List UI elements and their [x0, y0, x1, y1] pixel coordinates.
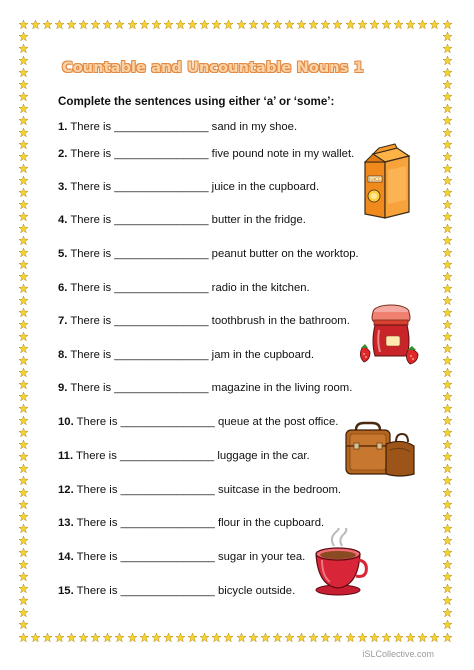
carton-label: JUICE	[369, 178, 381, 183]
star-icon	[443, 584, 452, 593]
star-icon	[19, 584, 28, 593]
star-icon	[443, 248, 452, 257]
star-icon	[164, 633, 173, 642]
sentence-number: 2.	[58, 148, 68, 160]
star-icon	[19, 392, 28, 401]
sentence-number: 10.	[58, 416, 74, 428]
star-icon	[443, 608, 452, 617]
star-icon	[443, 68, 452, 77]
star-icon	[443, 116, 452, 125]
star-icon	[212, 20, 221, 29]
star-icon	[19, 128, 28, 137]
star-icon	[358, 633, 367, 642]
star-icon	[152, 633, 161, 642]
star-icon	[370, 20, 379, 29]
star-icon	[358, 20, 367, 29]
sentence-1	[58, 121, 297, 133]
sentence-text: There is _______________ juice in the cupboard.	[70, 181, 320, 193]
star-icon	[19, 104, 28, 113]
star-icon	[19, 20, 28, 29]
star-icon	[43, 633, 52, 642]
star-icon	[237, 20, 246, 29]
star-icon	[115, 633, 124, 642]
sentence-number: 12.	[58, 484, 74, 496]
star-icon	[19, 440, 28, 449]
jam-jar-image	[356, 300, 422, 366]
sentence-number: 3.	[58, 181, 68, 193]
star-icon	[443, 536, 452, 545]
star-icon	[19, 608, 28, 617]
star-icon	[176, 20, 185, 29]
star-icon	[370, 633, 379, 642]
star-icon	[79, 633, 88, 642]
star-icon	[394, 633, 403, 642]
star-icon	[19, 320, 28, 329]
star-icon	[19, 548, 28, 557]
star-icon	[443, 92, 452, 101]
sentence-number: 9.	[58, 382, 68, 394]
sentence-12	[58, 484, 341, 496]
star-icon	[249, 20, 258, 29]
star-icon	[418, 20, 427, 29]
star-icon	[346, 20, 355, 29]
star-icon	[19, 224, 28, 233]
star-icon	[443, 164, 452, 173]
star-icon	[443, 212, 452, 221]
sentence-text: There is _______________ radio in the kitchen.	[70, 282, 310, 294]
sentence-number: 6.	[58, 282, 68, 294]
star-icon	[443, 512, 452, 521]
star-icon	[443, 452, 452, 461]
star-icon	[443, 320, 452, 329]
star-icon	[19, 212, 28, 221]
sentence-number: 7.	[58, 315, 68, 327]
star-icon	[19, 140, 28, 149]
star-icon	[418, 633, 427, 642]
star-icon	[443, 224, 452, 233]
star-icon	[443, 464, 452, 473]
star-icon	[394, 20, 403, 29]
star-icon	[443, 260, 452, 269]
star-icon	[430, 633, 439, 642]
star-icon	[309, 20, 318, 29]
star-icon	[443, 416, 452, 425]
star-icon	[103, 633, 112, 642]
star-icon	[19, 260, 28, 269]
star-icon	[443, 152, 452, 161]
sentence-text: There is _______________ queue at the post office.	[76, 416, 339, 428]
star-icon	[443, 344, 452, 353]
star-icon	[19, 404, 28, 413]
star-icon	[273, 20, 282, 29]
star-icon	[19, 428, 28, 437]
star-icon	[140, 20, 149, 29]
star-icon	[443, 56, 452, 65]
tea-cup-image	[310, 528, 368, 598]
star-icon	[19, 344, 28, 353]
star-icon	[19, 560, 28, 569]
star-icon	[212, 633, 221, 642]
star-icon	[333, 633, 342, 642]
star-icon	[128, 20, 137, 29]
star-icon	[19, 56, 28, 65]
sentence-7	[58, 315, 350, 327]
sentence-3	[58, 181, 319, 193]
star-icon	[19, 633, 28, 642]
star-icon	[430, 20, 439, 29]
star-icon	[346, 633, 355, 642]
star-icon	[443, 128, 452, 137]
star-icon	[443, 332, 452, 341]
star-icon	[19, 80, 28, 89]
star-icon	[19, 116, 28, 125]
star-icon	[31, 633, 40, 642]
sentence-text: There is _______________ sand in my shoe.	[70, 121, 298, 133]
star-icon	[443, 32, 452, 41]
star-icon	[261, 633, 270, 642]
star-icon	[19, 536, 28, 545]
sentence-number: 15.	[58, 585, 74, 597]
sentence-14	[58, 551, 305, 563]
star-icon	[309, 633, 318, 642]
luggage-image	[342, 420, 416, 478]
star-icon	[443, 200, 452, 209]
sentence-text: There is _______________ peanut butter on the worktop.	[70, 248, 359, 260]
star-icon	[19, 416, 28, 425]
star-icon	[443, 428, 452, 437]
star-icon	[140, 633, 149, 642]
star-icon	[443, 272, 452, 281]
star-icon	[443, 392, 452, 401]
star-icon	[443, 404, 452, 413]
star-icon	[443, 596, 452, 605]
sentence-text: There is _______________ suitcase in the bedroom.	[76, 484, 342, 496]
sentence-8	[58, 349, 314, 361]
star-icon	[19, 464, 28, 473]
star-icon	[19, 236, 28, 245]
star-icon	[224, 20, 233, 29]
star-icon	[19, 32, 28, 41]
star-icon	[19, 92, 28, 101]
star-icon	[382, 20, 391, 29]
star-icon	[443, 380, 452, 389]
star-icon	[443, 524, 452, 533]
star-icon	[443, 296, 452, 305]
sentence-text: There is _______________ luggage in the car.	[76, 450, 310, 462]
sentence-text: There is _______________ bicycle outside.	[76, 585, 296, 597]
star-icon	[443, 440, 452, 449]
sentence-11	[58, 450, 310, 462]
sentence-9	[58, 382, 352, 394]
star-icon	[285, 20, 294, 29]
sentence-number: 8.	[58, 349, 68, 361]
star-icon	[443, 633, 452, 642]
star-icon	[443, 44, 452, 53]
star-icon	[31, 20, 40, 29]
watermark: iSLCollective.com	[362, 649, 434, 659]
star-icon	[19, 152, 28, 161]
star-icon	[19, 308, 28, 317]
star-icon	[273, 633, 282, 642]
star-icon	[188, 20, 197, 29]
sentence-4	[58, 214, 306, 226]
star-icon	[249, 633, 258, 642]
star-icon	[19, 188, 28, 197]
star-icon	[443, 368, 452, 377]
star-icon	[443, 356, 452, 365]
star-icon	[321, 633, 330, 642]
star-icon	[164, 20, 173, 29]
star-icon	[19, 272, 28, 281]
star-icon	[19, 512, 28, 521]
star-icon	[19, 476, 28, 485]
star-icon	[443, 308, 452, 317]
star-icon	[406, 633, 415, 642]
star-icon	[19, 176, 28, 185]
star-icon	[19, 380, 28, 389]
star-icon	[91, 20, 100, 29]
sentence-text: There is _______________ flour in the cupboard.	[76, 517, 325, 529]
star-icon	[152, 20, 161, 29]
star-icon	[115, 20, 124, 29]
star-icon	[19, 284, 28, 293]
star-icon	[443, 548, 452, 557]
sentence-number: 5.	[58, 248, 68, 260]
sentence-5	[58, 248, 359, 260]
star-icon	[297, 633, 306, 642]
star-icon	[321, 20, 330, 29]
star-icon	[79, 20, 88, 29]
sentence-number: 11.	[58, 450, 74, 462]
sentence-text: There is _______________ jam in the cupboard.	[70, 349, 315, 361]
star-icon	[55, 20, 64, 29]
star-icon	[19, 164, 28, 173]
star-icon	[406, 20, 415, 29]
star-icon	[443, 476, 452, 485]
star-icon	[176, 633, 185, 642]
star-icon	[19, 500, 28, 509]
star-icon	[443, 104, 452, 113]
sentence-10	[58, 416, 338, 428]
star-icon	[188, 633, 197, 642]
star-icon	[224, 633, 233, 642]
sentence-number: 4.	[58, 214, 68, 226]
star-icon	[103, 20, 112, 29]
star-icon	[443, 80, 452, 89]
star-icon	[443, 488, 452, 497]
star-icon	[443, 236, 452, 245]
star-icon	[382, 633, 391, 642]
star-icon	[67, 633, 76, 642]
sentence-number: 1.	[58, 121, 68, 133]
star-icon	[19, 368, 28, 377]
star-icon	[443, 20, 452, 29]
star-icon	[297, 20, 306, 29]
sentence-text: There is _______________ toothbrush in the bathroom.	[70, 315, 350, 327]
star-icon	[443, 572, 452, 581]
star-icon	[19, 200, 28, 209]
star-icon	[443, 284, 452, 293]
juice-carton-image	[359, 140, 415, 222]
star-icon	[55, 633, 64, 642]
star-icon	[285, 633, 294, 642]
star-icon	[19, 68, 28, 77]
sentence-number: 14.	[58, 551, 74, 563]
star-icon	[443, 620, 452, 629]
sentence-text: There is _______________ butter in the fridge.	[70, 214, 306, 226]
star-icon	[19, 248, 28, 257]
star-icon	[19, 620, 28, 629]
sentence-text: There is _______________ sugar in your tea.	[76, 551, 306, 563]
worksheet-title: Countable and Uncountable Nouns 1	[62, 60, 364, 76]
star-icon	[19, 296, 28, 305]
star-icon	[19, 488, 28, 497]
star-icon	[19, 356, 28, 365]
sentence-13	[58, 517, 324, 529]
instruction: Complete the sentences using either ‘a’ or ‘some’:	[58, 95, 335, 108]
sentence-number: 13.	[58, 517, 74, 529]
sentence-2	[58, 148, 354, 160]
star-icon	[443, 176, 452, 185]
star-icon	[443, 500, 452, 509]
star-icon	[19, 452, 28, 461]
sentence-text: There is _______________ five pound note in my wallet.	[70, 148, 355, 160]
sentence-15	[58, 585, 295, 597]
star-icon	[19, 572, 28, 581]
star-icon	[261, 20, 270, 29]
star-icon	[200, 633, 209, 642]
star-icon	[67, 20, 76, 29]
star-icon	[91, 633, 100, 642]
star-icon	[237, 633, 246, 642]
star-icon	[443, 560, 452, 569]
star-icon	[19, 596, 28, 605]
star-icon	[19, 524, 28, 533]
sentence-text: There is _______________ magazine in the living room.	[70, 382, 353, 394]
star-icon	[19, 332, 28, 341]
star-icon	[200, 20, 209, 29]
star-icon	[333, 20, 342, 29]
star-icon	[443, 188, 452, 197]
star-icon	[443, 140, 452, 149]
star-icon	[43, 20, 52, 29]
star-icon	[128, 633, 137, 642]
sentence-6	[58, 282, 310, 294]
star-icon	[19, 44, 28, 53]
